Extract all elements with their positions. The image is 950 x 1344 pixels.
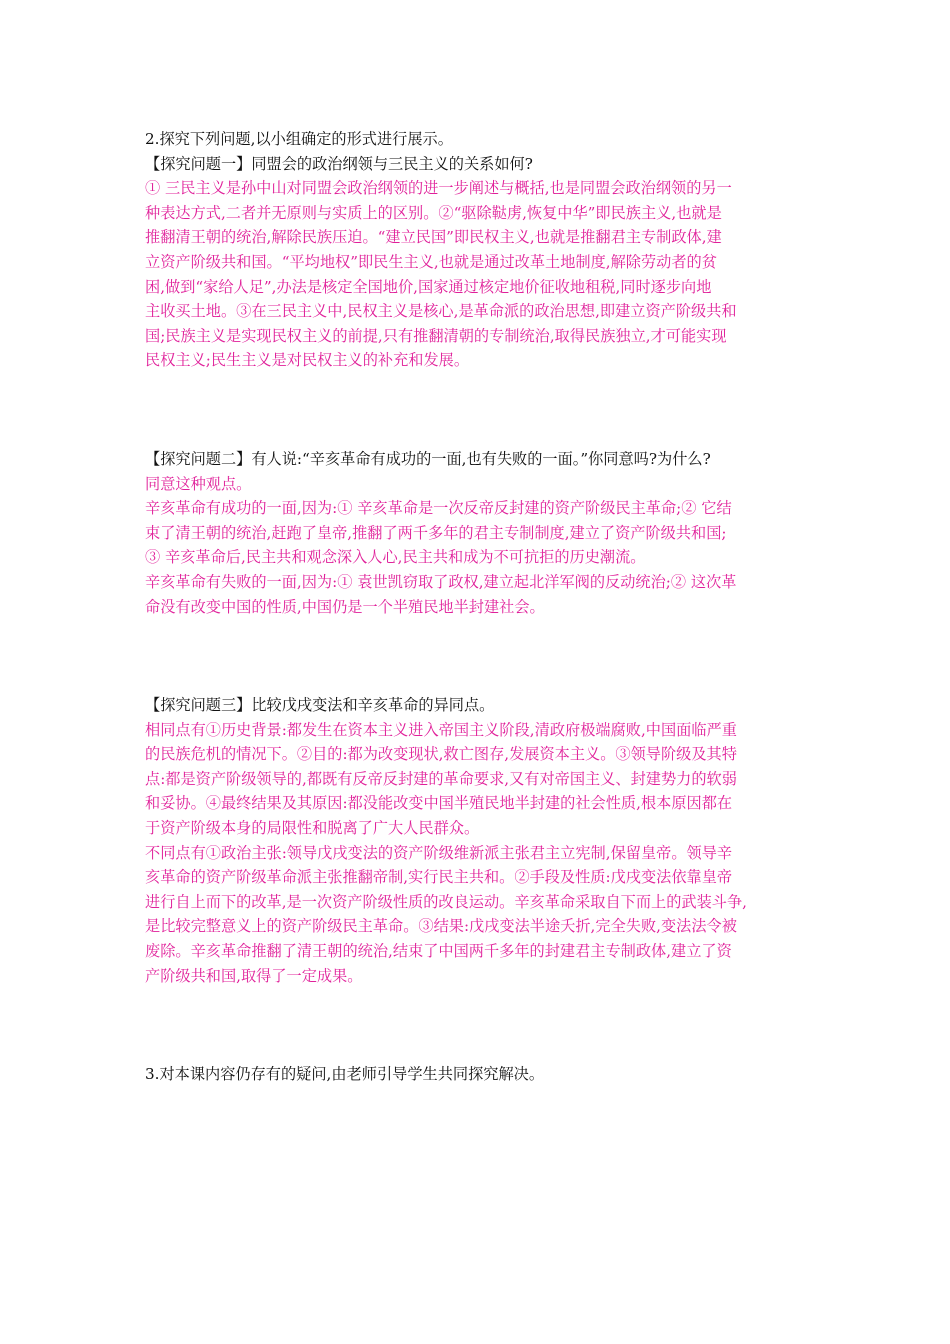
answer-line: 进行自上而下的改革,是一次资产阶级性质的改良运动。辛亥革命采取自下而上的武装斗争, [145, 892, 747, 911]
answer-line: 立资产阶级共和国。“平均地权”即民生主义,也就是通过改革土地制度,解除劳动者的贫 [145, 252, 717, 271]
document-page [145, 127, 815, 1087]
answer-line: 的民族危机的情况下。②目的:都为改变现状,救亡图存,发展资本主义。③领导阶级及其特 [145, 745, 737, 764]
answer-line: 命没有改变中国的性质,中国仍是一个半殖民地半封建社会。 [145, 597, 545, 616]
intro-text: 2.探究下列问题,以小组确定的形式进行展示。 [145, 130, 453, 148]
answer-line: 点:都是资产阶级领导的,都既有反帝反封建的革命要求,又有对帝国主义、封建势力的软弱 [145, 769, 737, 788]
answer-line: 国;民族主义是实现民权主义的前提,只有推翻清朝的专制统治,取得民族独立,才可能实现 [145, 326, 727, 345]
answer-line: 民权主义;民生主义是对民权主义的补充和发展。 [145, 351, 470, 370]
answer-line: 和妥协。④最终结果及其原因:都没能改变中国半殖民地半封建的社会性质,根本原因都在 [145, 794, 733, 813]
question-3-answer [145, 718, 815, 989]
answer-line: 困,做到“家给人足”,办法是核定全国地价,国家通过核定地价征收地租税,同时逐步向地 [145, 277, 712, 296]
answer-line: 辛亥革命有失败的一面,因为:① 袁世凯窃取了政权,建立起北洋军阀的反动统治;② 这次革 [145, 572, 737, 591]
question-3-title: 【探究问题三】比较戊戌变法和辛亥革命的异同点。 [145, 696, 495, 715]
answer-line: 相同点有①历史背景:都发生在资本主义进入帝国主义阶段,清政府极端腐败,中国面临严重 [145, 720, 737, 739]
question-2-answer [145, 472, 815, 620]
answer-line: 种表达方式,二者并无原则与实质上的区别。②“驱除鞑虏,恢复中华”即民族主义,也就是 [145, 203, 722, 222]
answer-line: 同意这种观点。 [145, 474, 252, 493]
answer-line: 产阶级共和国,取得了一定成果。 [145, 966, 363, 985]
question-2-title: 【探究问题二】有人说:“辛亥革命有成功的一面,也有失败的一面。”你同意吗?为什么? [145, 449, 711, 468]
answer-line: 亥革命的资产阶级革命派主张推翻帝制,实行民主共和。②手段及性质:戊戌变法依靠皇帝 [145, 868, 733, 887]
closing-text: 3.对本课内容仍存有的疑问,由老师引导学生共同探究解决。 [145, 1065, 545, 1084]
answer-line: 于资产阶级本身的局限性和脱离了广大人民群众。 [145, 819, 480, 838]
answer-line: 推翻清王朝的统治,解除民族压迫。“建立民国”即民权主义,也就是推翻君主专制政体,建 [145, 228, 722, 247]
answer-line: 辛亥革命有成功的一面,因为:① 辛亥革命是一次反帝反封建的资产阶级民主革命;② 它结 [145, 499, 732, 518]
answer-line: 是比较完整意义上的资产阶级民主革命。③结果:戊戌变法半途夭折,完全失败,变法法令被 [145, 917, 737, 936]
answer-line: 不同点有①政治主张:领导戊戌变法的资产阶级维新派主张君主立宪制,保留皇帝。领导辛 [145, 843, 733, 862]
answer-line: 主收买土地。③在三民主义中,民权主义是核心,是革命派的政治思想,即建立资产阶级共和 [145, 302, 737, 321]
question-1-title: 【探究问题一】同盟会的政治纲领与三民主义的关系如何? [145, 154, 533, 173]
answer-line: ③ 辛亥革命后,民主共和观念深入人心,民主共和成为不可抗拒的历史潮流。 [145, 548, 646, 567]
answer-line: ① 三民主义是孙中山对同盟会政治纲领的进一步阐述与概括,也是同盟会政治纲领的另一 [145, 179, 732, 198]
answer-line: 废除。辛亥革命推翻了清王朝的统治,结束了中国两千多年的封建君主专制政体,建立了资 [145, 942, 732, 961]
question-1-answer [145, 176, 815, 373]
answer-line: 束了清王朝的统治,赶跑了皇帝,推翻了两千多年的君主专制制度,建立了资产阶级共和国; [145, 523, 727, 542]
